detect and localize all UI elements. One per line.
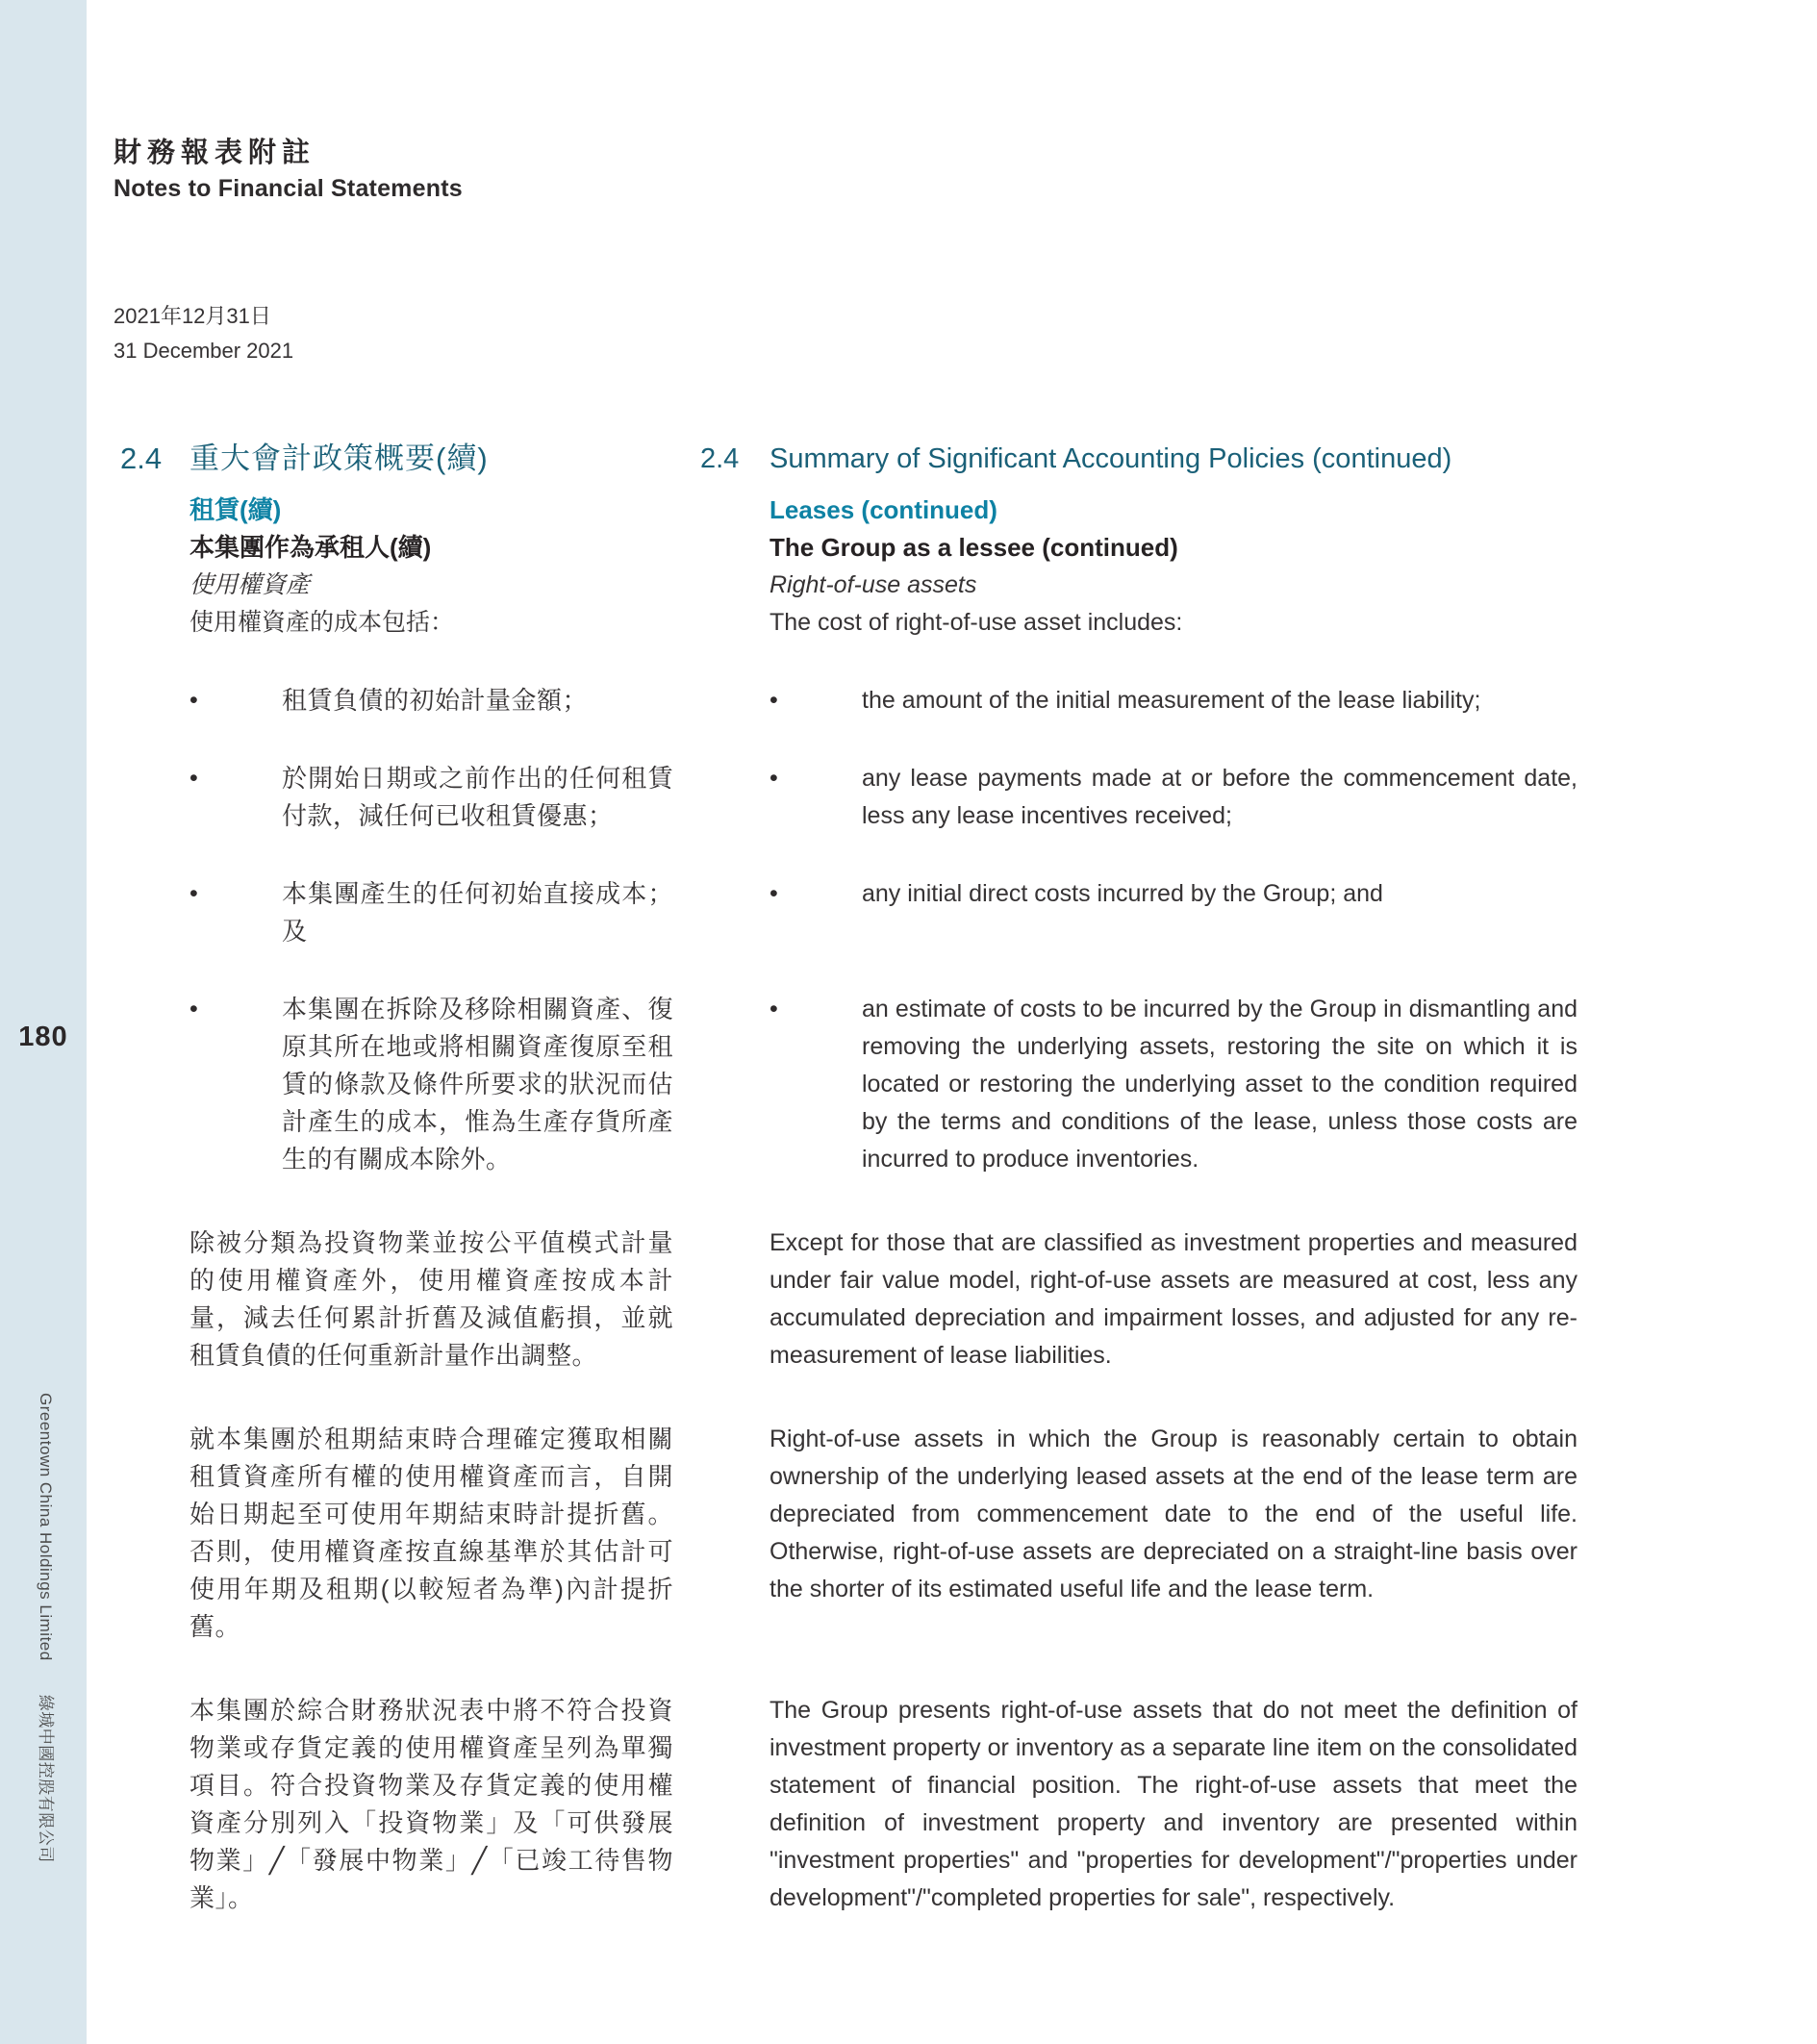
report-date-en: 31 December 2021 [114,339,294,363]
bullet-text-zh: 於開始日期或之前作出的任何租賃付款，減任何已收租賃優惠； [282,764,673,830]
paragraph-row [120,1224,1577,1375]
bullet-text-en: an estimate of costs to be incurred by the Group in dismantling and removing the underlying assets, restoring the site on which it is located or restoring the underlying asset to the condition required by the terms and conditions of the lease, unless those costs are incurred to produce inventories. [862,996,1577,1173]
section-number-en: 2.4 [700,443,740,474]
subheadings-row [120,480,1577,642]
bullet-item [120,760,1577,835]
paragraph-zh: 除被分類為投資物業並按公平值模式計量的使用權資產外，使用權資產按成本計量，減去任何累計折舊及減值虧損，並就租賃負債的任何重新計量作出調整。 [189,1228,673,1370]
subheading-rou-assets-en: Right-of-use assets [770,571,977,598]
content-area [120,438,1577,1917]
bullet-marker: • [189,765,198,792]
paragraph-row [120,1421,1577,1646]
section-title-en: Summary of Significant Accounting Policies (continued) [770,443,1452,474]
intro-line-zh: 使用權資產的成本包括： [189,609,455,636]
bullet-item [120,991,1577,1178]
paragraph-zh: 本集團於綜合財務狀況表中將不符合投資物業或存貨定義的使用權資產呈列為單獨項目。符合投資物業及存貨定義的使用權資產分別列入「投資物業」及「可供發展物業」╱「發展中物業」╱「已竣工待售物業」。 [189,1696,673,1912]
bullet-text-zh: 本集團產生的任何初始直接成本；及 [282,879,673,946]
paragraph-en: Right-of-use assets in which the Group is reasonably certain to obtain ownership of the underlying leased assets at the end of the lease term are depreciated from commencement date to the end of the useful life. Otherwise, right-of-use assets are depreciated on a straight-line basis over the shorter of its estimated useful life and the lease term. [770,1426,1577,1602]
bullet-text-en: any lease payments made at or before the commencement date, less any lease incentives received; [862,765,1577,829]
doc-title-en: Notes to Financial Statements [114,175,463,202]
subheading-leases-zh: 租賃(續) [189,495,282,524]
subheading-lessee-en: The Group as a lessee (continued) [770,533,1178,562]
doc-title-zh: 財務報表附註 [114,138,316,168]
bullet-item [120,875,1577,950]
paragraph-row [120,1692,1577,1917]
paragraph-en: Except for those that are classified as investment properties and measured under fair value model, right-of-use assets are measured at cost, less any accumulated depreciation and impairment losses, and adjusted for any re-measurement of lease liabilities. [770,1229,1577,1369]
section-number-zh: 2.4 [120,442,163,475]
bullet-marker: • [770,880,778,907]
bullet-marker: • [189,687,198,714]
subheading-lessee-zh: 本集團作為承租人(續) [189,533,432,562]
bullet-marker: • [770,765,778,792]
vertical-company-name: Greentown China Holdings Limited 綠城中國控股有限公司 [37,1393,55,1863]
bullet-marker: • [189,880,198,907]
report-date-zh: 2021年12月31日 [114,304,271,328]
bullet-item [120,682,1577,719]
page-number: 180 [18,1022,68,1052]
bullet-marker: • [770,996,778,1022]
bullet-text-en: any initial direct costs incurred by the Group; and [862,880,1383,907]
bullet-marker: • [770,687,778,714]
bullet-text-en: the amount of the initial measurement of the lease liability; [862,687,1481,714]
intro-line-en: The cost of right-of-use asset includes: [770,609,1183,636]
bullet-text-zh: 本集團在拆除及移除相關資產、復原其所在地或將相關資產復原至租賃的條款及條件所要求的狀況而估計產生的成本，惟為生產存貨所產生的有關成本除外。 [282,995,673,1173]
paragraph-en: The Group presents right-of-use assets that do not meet the definition of investment property or inventory as a separate line item on the consolidated statement of financial position. The right-of-use assets that meet the definition of investment property and inventory are presented within "investment properties" and "properties for development"/"properties under development"/"completed properties for sale", respectively. [770,1697,1577,1911]
subheading-rou-assets-zh: 使用權資產 [189,571,311,598]
subheading-leases-en: Leases (continued) [770,495,997,524]
section-heading-row [120,438,1577,480]
section-title-zh: 重大會計政策概要(續) [189,442,489,475]
bullet-marker: • [189,996,198,1022]
paragraph-zh: 就本集團於租期結束時合理確定獲取相關租賃資產所有權的使用權資產而言，自開始日期起至可使用年期結束時計提折舊。否則，使用權資產按直線基準於其估計可使用年期及租期(以較短者為準)內計提折舊。 [189,1425,673,1641]
bullet-text-zh: 租賃負債的初始計量金額； [282,686,589,715]
